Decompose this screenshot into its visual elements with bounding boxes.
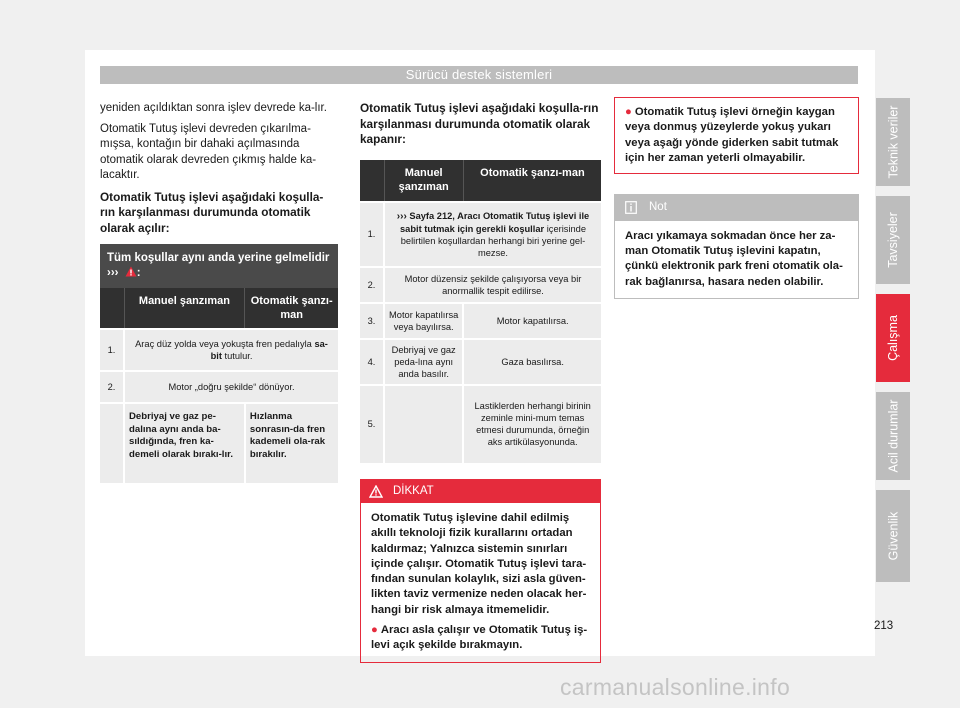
row-text: ››› Sayfa 212, Aracı Otomatik Tutuş işlevi ile sabit tutmak için gerekli koşullar içerisinde belirtilen koşullardan herhangi biri yerine gel-mezse. [384, 202, 601, 267]
warning-box [360, 479, 601, 663]
warning-triangle-icon [369, 485, 383, 498]
reference-arrow: ››› [396, 210, 407, 222]
watermark: carmanualsonline.info [560, 674, 791, 700]
row-auto-text: Gaza basılırsa. [463, 339, 601, 385]
info-icon [625, 201, 637, 214]
row-number: 3. [360, 303, 384, 339]
warning-text: Otomatik Tutuş işlevine dahil edilmiş akıllı teknoloji fizik kurallarını ortadan kaldırmaz; Yalnızca sistemin sınırları içinde çalışır. Otomatik Tutuş işlevi tara-fından sunulan kolaylık, sizi asla güven-likten taviz vermenize neden olacak her-hangi bir risk almaya itmemelidir. [371, 512, 587, 616]
table-row [100, 371, 338, 403]
row-text: Motor „doğru şekilde“ dönüyor. [124, 371, 338, 403]
table-title-text: Tüm koşullar aynı anda yerine gelmelidir [107, 252, 330, 264]
column-middle [360, 101, 601, 663]
row-manual-text: Motor kapatılırsa veya bayılırsa. [384, 303, 463, 339]
table-row [100, 403, 338, 483]
section-heading: Otomatik Tutuş işlevi aşağıdaki koşulla-rın karşılanması durumunda otomatik olarak açılır: [100, 189, 324, 235]
column-left [100, 101, 338, 483]
row-manual-text: Debriyaj ve gaz peda-lına aynı anda basılır. [384, 339, 463, 385]
row-text: Motor düzensiz şekilde çalışıyorsa veya bir anormallik tespit edilirse. [384, 267, 601, 303]
row-number: 1. [100, 329, 124, 371]
warning-continuation-box [614, 97, 859, 174]
warning-title: DİKKAT [393, 484, 434, 497]
tab-calisma[interactable]: Çalışma [876, 294, 910, 382]
table-row [360, 267, 601, 303]
reference-arrow: ››› [107, 267, 119, 279]
page-number: 213 [874, 620, 894, 632]
row-text: Araç düz yolda veya yokuşta fren pedalıyla sa-bit tutulur. [124, 329, 338, 371]
warning-body [361, 503, 600, 662]
tab-tavsiyeler[interactable]: Tavsiyeler [876, 196, 910, 284]
page-header: Sürücü destek sistemleri [100, 66, 858, 84]
column-right [614, 97, 859, 299]
column-header-manual: Manuel şanzıman [384, 160, 463, 202]
note-box [614, 194, 859, 299]
table-row [360, 385, 601, 463]
row-number: 2. [100, 371, 124, 403]
section-heading: Otomatik Tutuş işlevi aşağıdaki koşulla-rın karşılanması durumunda otomatik olarak kapanır: [360, 101, 599, 146]
table-row [100, 329, 338, 371]
row-auto-text: Motor kapatılırsa. [463, 303, 601, 339]
row-number: 1. [360, 202, 384, 267]
row-number: 4. [360, 339, 384, 385]
activation-conditions-table [100, 288, 338, 483]
row-auto-text: Hızlanma sonrasın-da fren kademeli ola-rak bırakılır. [245, 403, 338, 483]
tab-guvenlik[interactable]: Güvenlik [876, 490, 910, 582]
note-header [615, 195, 858, 221]
tab-acil-durumlar[interactable]: Acil durumlar [876, 392, 910, 480]
column-header-automatic: Otomatik şanzı-man [245, 288, 338, 329]
row-manual-text [384, 385, 463, 463]
tab-teknik-veriler[interactable]: Teknik veriler [876, 98, 910, 186]
warning-header [361, 480, 600, 504]
deactivation-conditions-table [360, 160, 601, 463]
row-number: 5. [360, 385, 384, 463]
warning-triangle-icon [125, 266, 137, 277]
column-header-automatic: Otomatik şanzı-man [463, 160, 601, 202]
table-row [360, 303, 601, 339]
warning-bullet-text: Otomatik Tutuş işlevi örneğin kaygan veya donmuş yüzeylerde yokuş yukarı veya aşağı yönde giderken sabit tutmak için her zaman yeterli olmayabilir. [625, 106, 839, 164]
paragraph: yeniden açıldıktan sonra işlev devrede ka-lır. [100, 102, 327, 114]
row-auto-text: Lastiklerden herhangi birinin zeminle mini-mum temas etmesi durumunda, örneğin aks artikülasyonunda. [463, 385, 601, 463]
title-colon: : [136, 267, 141, 279]
row-manual-text: Debriyaj ve gaz pe-dalına aynı anda ba-sıldığında, fren ka-demeli olarak bırakı-lır. [124, 403, 245, 483]
conditions-table-title [100, 244, 338, 288]
table-row [360, 202, 601, 267]
page-reference-link[interactable]: Sayfa 212, Aracı Otomatik Tutuş işlevi ile sabit tutmak için gerekli koşullar [399, 210, 590, 234]
row-number: 2. [360, 267, 384, 303]
note-title: Not [649, 201, 667, 214]
column-header-manual: Manuel şanzıman [124, 288, 245, 329]
paragraph: Otomatik Tutuş işlevi devreden çıkarılma-mışsa, kontağın bir dahaki açılmasında otomatik olarak devreden çıkmış halde ka-lacaktır. [100, 122, 317, 181]
warning-bullet-item: ● Aracı asla çalışır ve Otomatik Tutuş iş-levi açık şekilde bırakmayın. [371, 624, 588, 652]
table-row [360, 339, 601, 385]
bullet-icon: ● [371, 624, 378, 637]
bullet-icon: ● [625, 106, 632, 118]
note-body: Aracı yıkamaya sokmadan önce her za-man Otomatik Tutuş işlevini kapatın, çünkü elektronik park freni otomatik ola-rak bağlanırsa, hasara neden olabilir. [625, 229, 843, 288]
